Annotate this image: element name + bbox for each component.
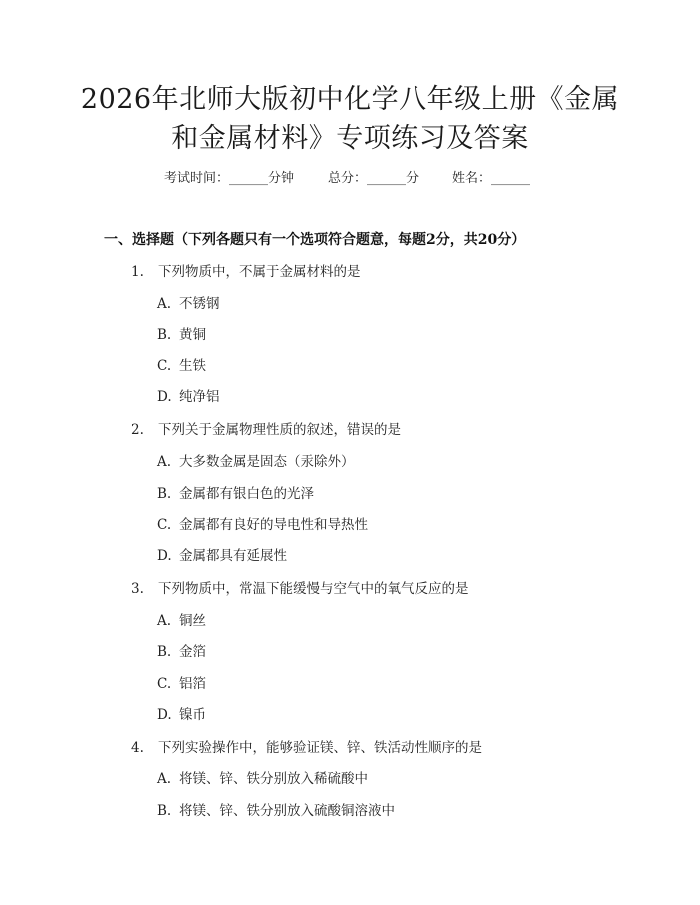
question-number: 3. (131, 581, 144, 597)
option-text: 不锈钢 (179, 296, 220, 312)
question-stem: 下列关于金属物理性质的叙述，错误的是 (158, 422, 401, 438)
option-letter: A. (157, 771, 172, 787)
option-text: 金属都有银白色的光泽 (179, 486, 314, 502)
option-text: 金箔 (179, 644, 206, 660)
option-text: 黄铜 (179, 327, 206, 343)
option-letter: C. (157, 358, 172, 374)
total-score-field: 总分：______分 (328, 171, 420, 186)
option-text: 镍币 (179, 707, 206, 723)
option-letter: B. (157, 644, 172, 660)
option-letter: D. (157, 389, 172, 405)
option-letter: B. (157, 803, 172, 819)
document-title-line-1: 2026年北师大版初中化学八年级上册《金属 (80, 84, 620, 115)
question-stem: 下列实验操作中，能够验证镁、锌、铁活动性顺序的是 (158, 740, 482, 756)
option-text: 大多数金属是固态（汞除外） (179, 454, 355, 470)
question-number: 4. (131, 740, 144, 756)
option-letter: B. (157, 486, 172, 502)
option-letter: C. (157, 517, 172, 533)
option-text: 将镁、锌、铁分别放入稀硫酸中 (179, 771, 368, 787)
document-title-line-2: 和金属材料》专项练习及答案 (171, 123, 529, 154)
section-heading: 一、选择题（下列各题只有一个选项符合题意，每题2分，共20分） (104, 232, 526, 248)
option-text: 纯净铝 (179, 389, 220, 405)
option-text: 将镁、锌、铁分别放入硫酸铜溶液中 (179, 803, 395, 819)
student-name-field: 姓名：______ (452, 171, 531, 186)
option-letter: D. (157, 548, 172, 564)
question-stem: 下列物质中，常温下能缓慢与空气中的氧气反应的是 (158, 581, 469, 597)
option-text: 金属都有良好的导电性和导热性 (179, 517, 368, 533)
option-text: 金属都具有延展性 (179, 548, 287, 564)
option-letter: A. (157, 613, 172, 629)
option-letter: B. (157, 327, 172, 343)
option-letter: A. (157, 454, 172, 470)
option-text: 铜丝 (179, 613, 206, 629)
question-number: 1. (131, 264, 144, 280)
option-text: 生铁 (179, 358, 206, 374)
option-letter: C. (157, 676, 172, 692)
question-number: 2. (131, 422, 144, 438)
question-stem: 下列物质中，不属于金属材料的是 (158, 264, 361, 280)
option-letter: D. (157, 707, 172, 723)
option-text: 铝箔 (179, 676, 206, 692)
exam-time-field: 考试时间：______分钟 (164, 171, 295, 186)
option-letter: A. (157, 296, 172, 312)
